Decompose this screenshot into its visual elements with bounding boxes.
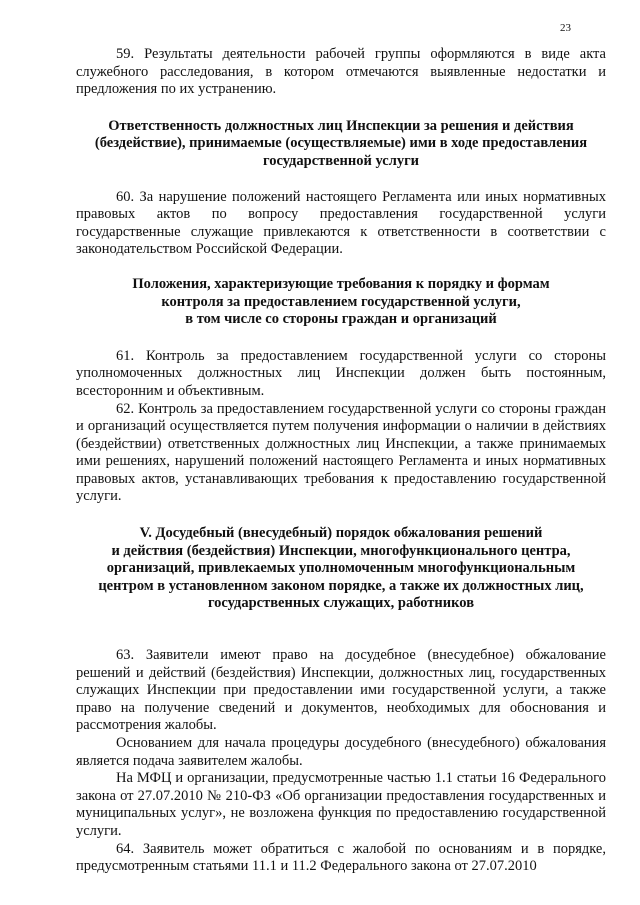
heading-official-responsibility <box>76 118 606 171</box>
heading-control-requirements <box>76 276 606 329</box>
paragraph-61: 61. Контроль за предоставлением государственной услуги со стороны уполномоченных должностных лиц Инспекции должен быть постоянным, всесторонним и объективным. <box>76 347 606 399</box>
paragraph-appeal-basis: Основанием для начала процедуры досудебного (внесудебного) обжалования является подача заявителем жалобы. <box>76 735 606 769</box>
paragraph-63: 63. Заявители имеют право на досудебное (внесудебное) обжалование решений и действий (бездействия) Инспекции, должностных лиц, государственных служащих Инспекции при предоставлении ими государственной услуги, а также право на получение сведений и документов, необходимых для обоснования и рассмотрения жалобы. <box>76 647 606 734</box>
page-number: 23 <box>560 22 571 34</box>
paragraph-62: 62. Контроль за предоставлением государственной услуги со стороны граждан и организаций осуществляется путем получения информации о наличии в действиях (бездействии) ответственных должностных лиц Инспекции, а также принимаемых ими решениях, нарушений положений настоящего Регламента и иных нормативных правовых актов, устанавливающих требования к предоставлению государственной услуги. <box>76 400 606 505</box>
paragraph-mfc-organizations: На МФЦ и организации, предусмотренные частью 1.1 статьи 16 Федерального закона от 27.07.2010 № 210-ФЗ «Об организации предоставления государственных и муниципальных услуг», не возложена функция по предоставлению государственной услуги. <box>76 770 606 839</box>
paragraph-64: 64. Заявитель может обратиться с жалобой по основаниям и в порядке, предусмотренным статьями 11.1 и 11.2 Федерального закона от 27.07.2010 <box>76 840 606 875</box>
heading-line: V. Досудебный (внесудебный) порядок обжалования решений <box>139 525 543 542</box>
heading-section-v-appeal <box>76 525 606 613</box>
heading-line: государственных служащих, работников <box>207 595 475 612</box>
heading-line: центром в установленном законом порядке, а также их должностных лиц, <box>98 577 584 594</box>
heading-line: Положения, характеризующие требования к порядку и формам <box>132 275 550 292</box>
paragraph-60: 60. За нарушение положений настоящего Регламента или иных нормативных правовых актов по вопросу предоставления государственной услуги государственные служащие привлекаются к ответственности в соответствии с законодательством Российской Федерации. <box>76 188 606 258</box>
heading-line: и действия (бездействия) Инспекции, многофункционального центра, <box>111 542 571 559</box>
heading-line: (бездействие), принимаемые (осуществляемые) ими в ходе предоставления <box>94 135 588 152</box>
heading-line: контроля за предоставлением государственной услуги, <box>161 293 521 310</box>
document-body <box>76 46 606 876</box>
heading-line: Ответственность должностных лиц Инспекции за решения и действия <box>108 117 574 134</box>
heading-line: в том числе со стороны граждан и организаций <box>185 311 497 328</box>
paragraph-59: 59. Результаты деятельности рабочей группы оформляются в виде акта служебного расследования, в котором отмечаются выявленные недостатки и предложения по их устранению. <box>76 46 606 98</box>
heading-line: государственной услуги <box>262 152 420 169</box>
heading-line: организаций, привлекаемых уполномоченным многофункциональным <box>106 560 576 577</box>
